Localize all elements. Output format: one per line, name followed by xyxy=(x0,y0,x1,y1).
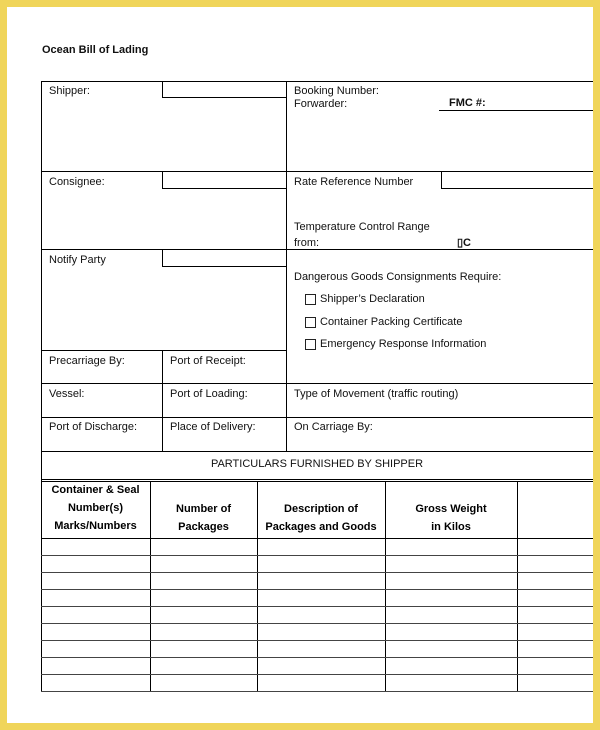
temperature-from-label: from: xyxy=(294,237,320,249)
notify-party-field-underline xyxy=(162,266,286,267)
table-row xyxy=(41,606,593,607)
temperature-range-label: Temperature Control Range xyxy=(294,221,430,233)
shipper-field-underline xyxy=(162,97,286,98)
table-row xyxy=(41,640,593,641)
header-description: Description of Packages and Goods xyxy=(265,503,377,533)
fmc-label: FMC #: xyxy=(449,97,486,109)
table-row xyxy=(41,572,593,573)
rate-reference-label: Rate Reference Number xyxy=(294,176,414,188)
port-of-loading-label: Port of Loading: xyxy=(170,388,248,400)
fmc-field-underline xyxy=(439,110,593,111)
shippers-declaration-label: Shipper’s Declaration xyxy=(320,293,425,305)
header-gross-weight: Gross Weight in Kilos xyxy=(415,503,487,533)
form-left-border xyxy=(41,81,42,479)
port-of-discharge-label: Port of Discharge: xyxy=(49,421,138,433)
rate-reference-field-underline xyxy=(441,188,593,189)
type-of-movement-label: Type of Movement (traffic routing) xyxy=(294,388,459,400)
table-top-border xyxy=(41,479,593,480)
form-center-divider xyxy=(286,81,287,451)
on-carriage-label: On Carriage By: xyxy=(294,421,373,433)
vessel-label: Vessel: xyxy=(49,388,85,400)
table-row xyxy=(41,555,593,556)
forwarder-label: Forwarder: xyxy=(294,98,348,110)
port-of-receipt-label: Port of Receipt: xyxy=(170,355,246,367)
document-title: Ocean Bill of Lading xyxy=(42,44,149,56)
booking-number-label: Booking Number: xyxy=(294,85,379,97)
table-row xyxy=(41,657,593,658)
table-row xyxy=(41,589,593,590)
temperature-unit-label: ▯C xyxy=(457,237,471,249)
form-top-border xyxy=(41,81,593,82)
table-row xyxy=(41,674,593,675)
bill-of-lading-sheet xyxy=(7,7,593,723)
consignee-label: Consignee: xyxy=(49,176,105,188)
dangerous-goods-label: Dangerous Goods Consignments Require: xyxy=(294,271,502,283)
container-packing-certificate-label: Container Packing Certificate xyxy=(320,316,463,328)
notify-party-label: Notify Party xyxy=(49,254,106,266)
precarriage-label: Precarriage By: xyxy=(49,355,125,367)
emergency-response-information-checkbox[interactable] xyxy=(305,339,316,350)
table-row xyxy=(41,691,593,692)
header-number-of-packages: Number of Packages xyxy=(176,503,231,533)
consignee-field-underline xyxy=(162,188,286,189)
shippers-declaration-checkbox[interactable] xyxy=(305,294,316,305)
container-packing-certificate-checkbox[interactable] xyxy=(305,317,316,328)
emergency-response-information-label: Emergency Response Information xyxy=(320,338,487,350)
shipper-label: Shipper: xyxy=(49,85,90,97)
table-row xyxy=(41,623,593,624)
place-of-delivery-label: Place of Delivery: xyxy=(170,421,256,433)
particulars-heading: PARTICULARS FURNISHED BY SHIPPER xyxy=(210,458,424,470)
table-header-bottom xyxy=(41,538,593,539)
header-container-seal: Container & Seal Number(s) Marks/Numbers xyxy=(51,484,140,532)
